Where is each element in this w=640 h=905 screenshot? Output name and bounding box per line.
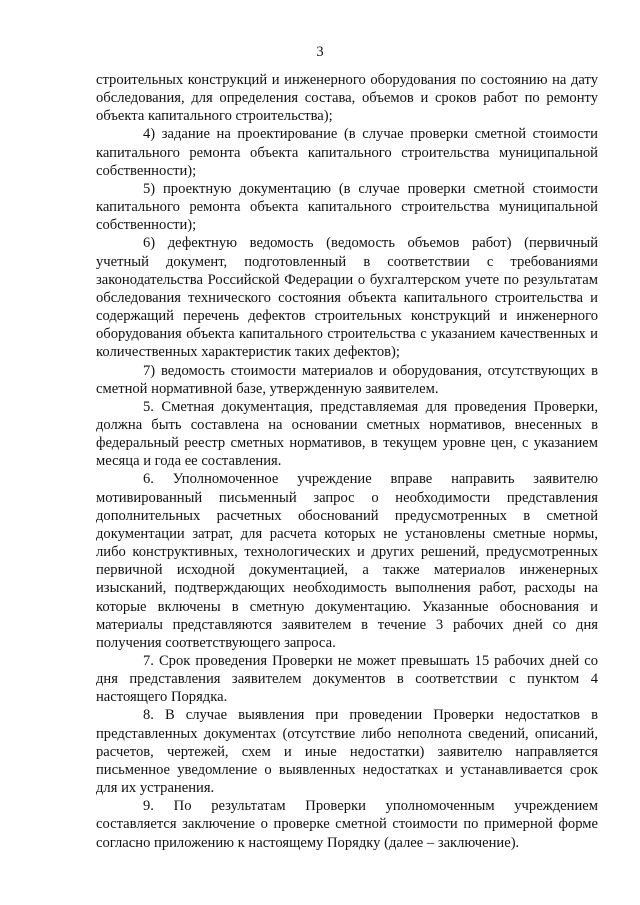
page-number: 3 <box>316 44 324 60</box>
clause-5-estimate-documentation: 5. Сметная документация, представляемая для проведения Проверки, должна быть составлена на основании сметных нормативов, внесенных в федеральный реестр сметных нормативов, в текущем уровне цен, с указанием месяца и года ее составления. <box>96 398 598 470</box>
paragraph-continuation: строительных конструкций и инженерного оборудования по состоянию на дату обследования, для определения состава, объемов и сроков работ по ремонту объекта капитального строительства); <box>96 72 598 125</box>
list-item-4-design-assignment: 4) задание на проектирование (в случае проверки сметной стоимости капитального ремонта объекта капитального строительства муниципальной собственности); <box>96 126 598 179</box>
document-body <box>96 71 598 852</box>
clause-7-review-period: 7. Срок проведения Проверки не может превышать 15 рабочих дней со дня представления заявителем документов в соответствии с пунктом 4 настоящего Порядка. <box>96 653 598 706</box>
list-item-5-project-documentation: 5) проектную документацию (в случае проверки сметной стоимости капитального ремонта объекта капитального строительства муниципальной собственности); <box>96 180 598 234</box>
list-item-6-defect-statement: 6) дефектную ведомость (ведомость объемов работ) (первичный учетный документ, подготовленный в соответствии с требованиями законодательства Российской Федерации о бухгалтерском учете по результатам обследования технического состояния объекта капитального строительства и содержащий перечень дефектов строительных конструкций и инженерного оборудования объекта капитального строительства с указанием качественных и количественных характеристик таких дефектов); <box>96 235 598 361</box>
clause-9-conclusion: 9. По результатам Проверки уполномоченным учреждением составляется заключение о проверке сметной стоимости по примерной форме согласно приложению к настоящему Порядку (далее – заключение). <box>96 798 598 851</box>
clause-8-deficiencies-notice: 8. В случае выявления при проведении Проверки недостатков в представленных документах (отсутствие либо неполнота сведений, описаний, расчетов, чертежей, схем и иные недостатки) заявителю направляется письменное уведомление о выявленных недостатках и устанавливается срок для их устранения. <box>96 707 598 797</box>
list-item-7-materials-cost-statement: 7) ведомость стоимости материалов и оборудования, отсутствующих в сметной нормативной базе, утвержденную заявителем. <box>96 362 598 397</box>
clause-6-request-justifications: 6. Уполномоченное учреждение вправе направить заявителю мотивированный письменный запрос о необходимости представления дополнительных расчетных обоснований предусмотренных в сметной документации затрат, для расчета которых не установлены сметные нормы, либо конструктивных, технологических и других решений, предусмотренных первичной исходной документацией, а также материалов инженерных изысканий, подтверждающих необходимость выполнения работ, расходы на которые включены в сметную документацию. Указанные обоснования и материалы представляются заявителем в течение 3 рабочих дней со дня получения соответствующего запроса. <box>96 471 598 651</box>
